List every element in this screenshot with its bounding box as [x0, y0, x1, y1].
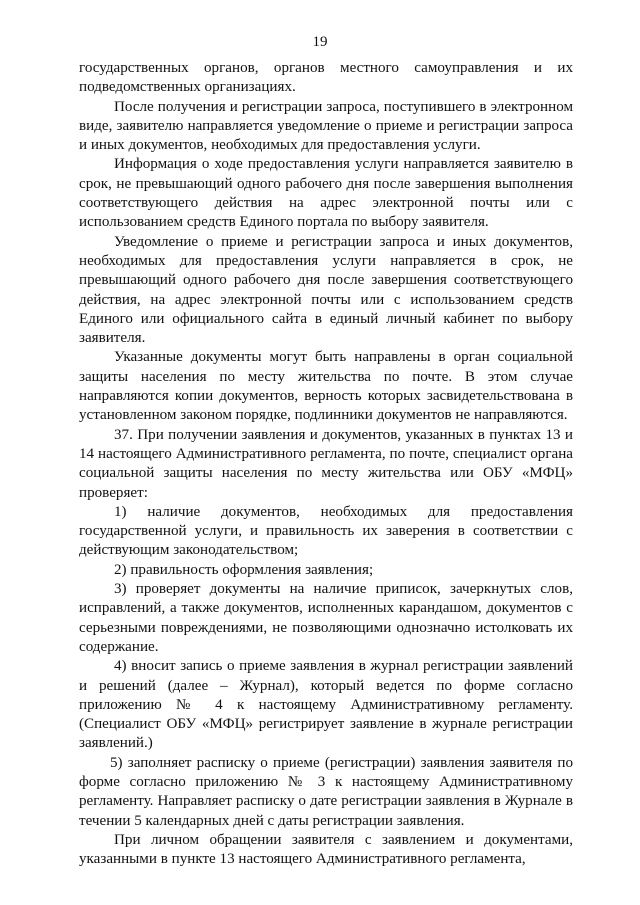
list-item-1: 1) наличие документов, необходимых для предоставления государственной услуги, и правильность их заверения в соответствии с действующим законодательством;	[79, 503, 573, 559]
paragraph-electronic-request-notice: После получения и регистрации запроса, поступившего в электронном виде, заявителю направляется уведомление о приеме и регистрации запроса и иных документов, необходимых для предоставления услуги.	[79, 98, 573, 154]
list-item-3: 3) проверяет документы на наличие приписок, зачеркнутых слов, исправлений, а также документов, исполненных карандашом, документов с серьезными повреждениями, не позволяющими однозначно истолковать их содержание.	[79, 581, 573, 655]
page-number: 19	[312, 34, 328, 50]
paragraph-continuation: государственных органов, органов местного самоуправления и их подведомственных организациях.	[79, 60, 573, 96]
paragraph-registration-notice: Уведомление о приеме и регистрации запроса и иных документов, необходимых для предоставления услуги направляется в срок, не превышающий одного рабочего дня после завершения соответствующего действия, на адрес электронной почты или с использованием средств Единого или официального сайта в единый личный кабинет по выбору заявителя.	[79, 233, 573, 347]
list-item-4: 4) вносит запись о приеме заявления в журнал регистрации заявлений и решений (далее – Журнал), который ведется по форме согласно приложению № 4 к настоящему Административному регламенту. (Специалист ОБУ «МФЦ» регистрирует заявление в журнале регистрации заявлений.)	[79, 658, 573, 752]
paragraph-postal-documents: Указанные документы могут быть направлены в орган социальной защиты населения по месту жительства по почте. В этом случае направляются копии документов, верность которых засвидетельствована в установленном законом порядке, подлинники документов не направляются.	[79, 349, 573, 424]
paragraph-item-37: 37. При получении заявления и документов, указанных в пунктах 13 и 14 настоящего Административного регламента, по почте, специалист органа социальной защиты населения по месту жительства или ОБУ «МФЦ» проверяет:	[79, 426, 573, 501]
paragraph-personal-visit: При личном обращении заявителя с заявлением и документами, указанными в пункте 13 настоящего Административного регламента,	[79, 831, 573, 868]
document-body	[79, 59, 573, 869]
list-item-5: 5) заполняет расписку о приеме (регистрации) заявления заявителя по форме согласно приложению № 3 к настоящему Административному регламенту. Направляет расписку о дате регистрации заявления в Журнале в течении 5 календарных дней с даты регистрации заявления.	[79, 754, 573, 829]
list-item-2: 2) правильность оформления заявления;	[114, 561, 374, 578]
paragraph-progress-information: Информация о ходе предоставления услуги направляется заявителю в срок, не превышающий одного рабочего дня после завершения выполнения соответствующего действия на адрес электронной почты или с использованием средств Единого портала по выбору заявителя.	[79, 156, 573, 231]
